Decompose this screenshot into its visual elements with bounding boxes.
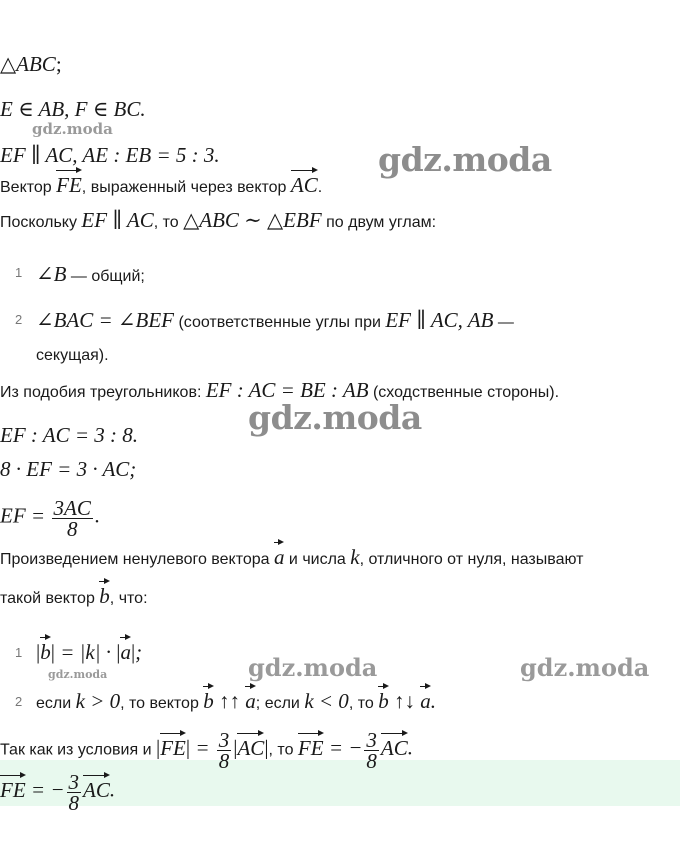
given-parallel-ratio: EF ∥ AC, AE : EB = 5 : 3. — [0, 143, 220, 167]
list-item-continuation: секущая). — [36, 347, 109, 364]
list-number: 1 — [15, 645, 23, 660]
list-item: ∠B — общий; — [36, 262, 145, 286]
final-answer: FE = − $\frac{3}{8}$ AC. — [0, 770, 116, 815]
given-triangle: △ABC; — [0, 52, 62, 76]
list-number: 2 — [15, 694, 23, 709]
given-points: E ∈ AB, F ∈ BC. — [0, 97, 146, 121]
watermark: gdz.moda — [48, 668, 108, 681]
ratio-value: EF : AC = 3 : 8. — [0, 423, 139, 447]
list-number: 1 — [15, 265, 23, 280]
similarity-claim: Поскольку EF ∥ AC, то △ABC ∼ △EBF по двум углам: — [0, 208, 437, 232]
watermark: gdz.moda — [32, 120, 113, 138]
watermark: gdz.moda — [248, 653, 378, 682]
similarity-ratio: Из подобия треугольников: EF : AC = BE : AB (сходственные стороны). — [0, 378, 560, 402]
definition-text: Произведением ненулевого вектора a и числа k, отличного от нуля, называют — [0, 545, 584, 569]
list-item: ∠BAC = ∠BEF (соответственные углы при EF ∥ AC, AB — — [36, 308, 514, 332]
watermark: gdz.moda — [248, 398, 422, 437]
ef-formula: EF = $\frac{3AC}{8}$ . — [0, 496, 101, 541]
definition-text-cont: такой вектор b, что: — [0, 584, 148, 608]
list-number: 2 — [15, 312, 23, 327]
cross-multiply: 8 · EF = 3 · AC; — [0, 457, 137, 481]
list-item: |b| = |k| · |a|; — [36, 640, 143, 664]
watermark: gdz.moda — [520, 653, 650, 682]
task-statement: Вектор FE, выраженный через вектор AC. — [0, 173, 323, 197]
conclusion-line: Так как из условия и |FE| = $\frac{3}{8}$ |AC|, то FE = − $\frac{3}{8}$ AC. — [0, 728, 414, 773]
list-item: если k > 0, то вектор b ↑↑ a; если k < 0, то b ↑↓ a. — [36, 689, 436, 713]
watermark: gdz.moda — [378, 140, 552, 179]
